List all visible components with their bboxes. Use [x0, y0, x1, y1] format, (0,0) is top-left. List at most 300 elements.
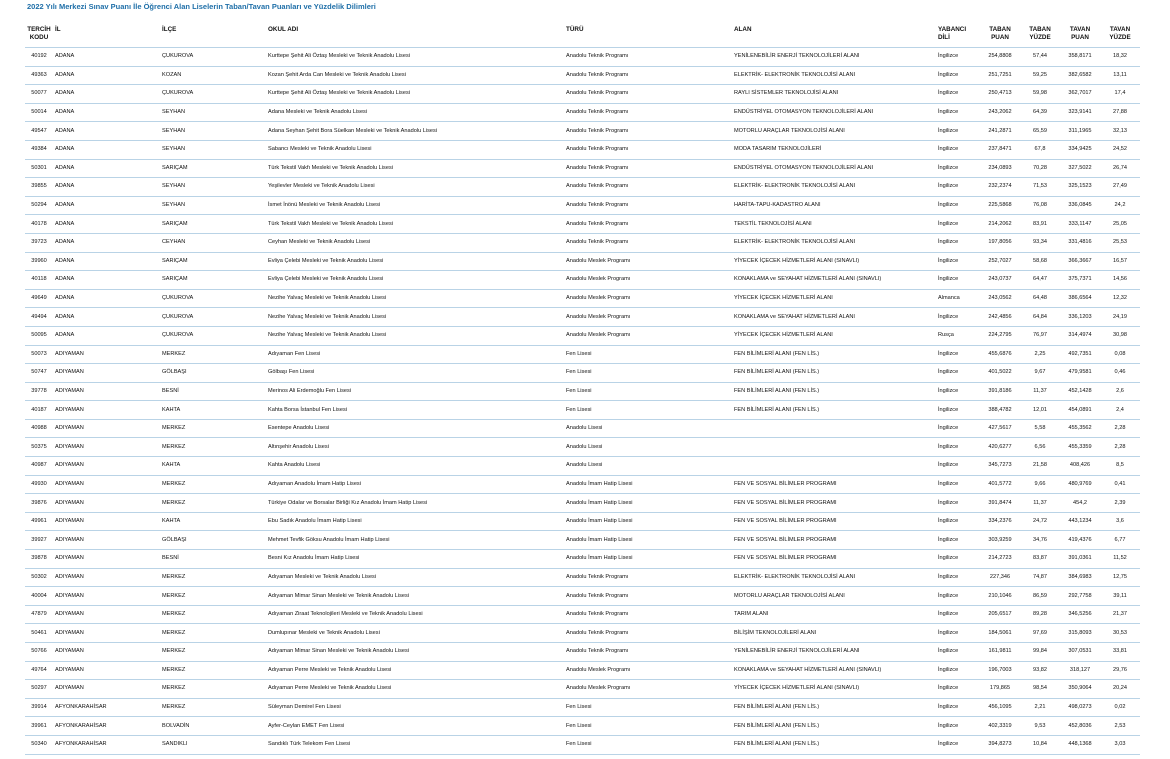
cell-tur: Anadolu Meslek Programı — [564, 661, 732, 680]
cell-taban-yuzde: 6,56 — [1020, 438, 1060, 457]
cell-dil: İngilizce — [936, 308, 980, 327]
cell-ilce: SEYHAN — [160, 178, 266, 197]
cell-taban-puan: 394,8273 — [980, 735, 1020, 754]
cell-il: ADIYAMAN — [53, 643, 160, 662]
cell-tavan-puan: 362,7017 — [1060, 85, 1100, 104]
cell-taban-puan: 214,2062 — [980, 215, 1020, 234]
cell-taban-puan: 214,2723 — [980, 550, 1020, 569]
cell-ilce: MERKEZ — [160, 661, 266, 680]
cell-tavan-yuzde: 0,41 — [1100, 475, 1140, 494]
cell-alan: YİYECEK İÇECEK HİZMETLERİ ALANI — [732, 289, 936, 308]
cell-dil: İngilizce — [936, 252, 980, 271]
cell-okul: Türk Tekstil Vakfı Mesleki ve Teknik Anadolu Lisesi — [266, 215, 564, 234]
cell-alan: FEN BİLİMLERİ ALANI (FEN LİS.) — [732, 345, 936, 364]
table-row — [25, 215, 1140, 234]
cell-taban-puan: 402,3319 — [980, 717, 1020, 736]
cell-tavan-puan: 455,3562 — [1060, 419, 1100, 438]
cell-ilce: SEYHAN — [160, 103, 266, 122]
cell-ilce: GÖLBAŞI — [160, 364, 266, 383]
cell-alan: FEN BİLİMLERİ ALANI (FEN LİS.) — [732, 735, 936, 754]
table-row — [25, 419, 1140, 438]
cell-taban-yuzde: 59,25 — [1020, 66, 1060, 85]
cell-taban-yuzde: 59,98 — [1020, 85, 1060, 104]
cell-tur: Anadolu İmam Hatip Lisesi — [564, 494, 732, 513]
cell-okul: Adıyaman Mimar Sinan Mesleki ve Teknik Anadolu Lisesi — [266, 643, 564, 662]
cell-alan: YİYECEK İÇECEK HİZMETLERİ ALANI (SINAVLI) — [732, 680, 936, 699]
cell-ilce: MERKEZ — [160, 438, 266, 457]
cell-ilce: MERKEZ — [160, 624, 266, 643]
cell-taban-puan: 241,2871 — [980, 122, 1020, 141]
cell-okul: Türkiye Odalar ve Borsalar Birliği Kız Anadolu İmam Hatip Lisesi — [266, 494, 564, 513]
cell-taban-puan: 388,4782 — [980, 401, 1020, 420]
cell-alan: BİLİŞİM TEKNOLOJİLERİ ALANI — [732, 624, 936, 643]
cell-kod: 50077 — [25, 85, 53, 104]
cell-il: ADANA — [53, 178, 160, 197]
cell-dil: İngilizce — [936, 531, 980, 550]
cell-okul: Evliya Çelebi Mesleki ve Teknik Anadolu Lisesi — [266, 252, 564, 271]
cell-taban-puan: 234,0893 — [980, 159, 1020, 178]
cell-tavan-yuzde: 24,2 — [1100, 196, 1140, 215]
cell-dil: İngilizce — [936, 364, 980, 383]
cell-taban-yuzde: 76,08 — [1020, 196, 1060, 215]
cell-ilce: SARIÇAM — [160, 252, 266, 271]
cell-okul: Altınşehir Anadolu Lisesi — [266, 438, 564, 457]
cell-il: ADANA — [53, 271, 160, 290]
cell-kod: 50747 — [25, 364, 53, 383]
table-row — [25, 85, 1140, 104]
cell-okul: Kurttepe Şehit Ali Öztaş Mesleki ve Teknik Anadolu Lisesi — [266, 48, 564, 67]
cell-dil: İngilizce — [936, 643, 980, 662]
cell-taban-puan: 184,5061 — [980, 624, 1020, 643]
cell-okul: Evliya Çelebi Mesleki ve Teknik Anadolu Lisesi — [266, 271, 564, 290]
cell-okul: Esentepe Anadolu Lisesi — [266, 419, 564, 438]
cell-kod: 50461 — [25, 624, 53, 643]
cell-okul: Kahta Anadolu Lisesi — [266, 457, 564, 476]
cell-okul: Nezihe Yalvaç Mesleki ve Teknik Anadolu Lisesi — [266, 289, 564, 308]
cell-tur: Anadolu Lisesi — [564, 438, 732, 457]
cell-dil: İngilizce — [936, 122, 980, 141]
cell-kod: 39876 — [25, 494, 53, 513]
cell-tavan-yuzde: 13,11 — [1100, 66, 1140, 85]
cell-tavan-puan: 358,8171 — [1060, 48, 1100, 67]
cell-okul: Adıyaman Anadolu İmam Hatip Lisesi — [266, 475, 564, 494]
cell-il: ADANA — [53, 48, 160, 67]
table-row — [25, 122, 1140, 141]
table-row — [25, 233, 1140, 252]
cell-tavan-puan: 375,7371 — [1060, 271, 1100, 290]
cell-dil: İngilizce — [936, 512, 980, 531]
cell-il: ADIYAMAN — [53, 624, 160, 643]
cell-tur: Anadolu Meslek Programı — [564, 252, 732, 271]
cell-taban-puan: 179,865 — [980, 680, 1020, 699]
cell-kod: 39961 — [25, 717, 53, 736]
cell-taban-yuzde: 97,69 — [1020, 624, 1060, 643]
cell-tavan-puan: 333,1147 — [1060, 215, 1100, 234]
cell-ilce: BESNİ — [160, 550, 266, 569]
cell-taban-yuzde: 71,53 — [1020, 178, 1060, 197]
table-row — [25, 438, 1140, 457]
cell-tavan-yuzde: 20,24 — [1100, 680, 1140, 699]
cell-tavan-yuzde: 27,49 — [1100, 178, 1140, 197]
cell-dil: İngilizce — [936, 178, 980, 197]
cell-tavan-puan: 346,5256 — [1060, 605, 1100, 624]
table-row — [25, 605, 1140, 624]
cell-tur: Fen Lisesi — [564, 364, 732, 383]
cell-kod: 50340 — [25, 735, 53, 754]
cell-dil: İngilizce — [936, 48, 980, 67]
table-row — [25, 550, 1140, 569]
cell-kod: 39723 — [25, 233, 53, 252]
cell-tur: Anadolu Teknik Programı — [564, 196, 732, 215]
cell-il: ADANA — [53, 103, 160, 122]
cell-kod: 40187 — [25, 401, 53, 420]
col-header-taban-yuzde: TABAN YÜZDE — [1029, 26, 1051, 41]
cell-tur: Anadolu Lisesi — [564, 419, 732, 438]
cell-kod: 40178 — [25, 215, 53, 234]
cell-alan: FEN VE SOSYAL BİLİMLER PROGRAMI — [732, 494, 936, 513]
cell-dil: İngilizce — [936, 66, 980, 85]
cell-tavan-puan: 480,9769 — [1060, 475, 1100, 494]
cell-taban-yuzde: 21,58 — [1020, 457, 1060, 476]
cell-kod: 39927 — [25, 531, 53, 550]
cell-taban-puan: 196,7003 — [980, 661, 1020, 680]
cell-alan: MOTORLU ARAÇLAR TEKNOLOJİSİ ALANI — [732, 122, 936, 141]
cell-taban-yuzde: 34,76 — [1020, 531, 1060, 550]
cell-dil: İngilizce — [936, 680, 980, 699]
table-row — [25, 271, 1140, 290]
cell-tavan-yuzde: 27,88 — [1100, 103, 1140, 122]
table-row — [25, 401, 1140, 420]
table-row — [25, 308, 1140, 327]
cell-taban-yuzde: 9,67 — [1020, 364, 1060, 383]
cell-alan — [732, 419, 936, 438]
cell-taban-puan: 242,4856 — [980, 308, 1020, 327]
cell-tur: Anadolu İmam Hatip Lisesi — [564, 531, 732, 550]
cell-il: ADIYAMAN — [53, 605, 160, 624]
cell-okul: Gölbaşı Fen Lisesi — [266, 364, 564, 383]
cell-dil: İngilizce — [936, 233, 980, 252]
cell-tavan-yuzde: 32,13 — [1100, 122, 1140, 141]
cell-tur: Anadolu Meslek Programı — [564, 680, 732, 699]
cell-dil: İngilizce — [936, 401, 980, 420]
cell-okul: Adana Seyhan Şehit Bora Süelkan Mesleki ve Teknik Anadolu Lisesi — [266, 122, 564, 141]
cell-okul: Kozan Şehit Arda Can Mesleki ve Teknik Anadolu Lisesi — [266, 66, 564, 85]
cell-alan: TEKSTİL TEKNOLOJİSİ ALANI — [732, 215, 936, 234]
cell-taban-yuzde: 9,53 — [1020, 717, 1060, 736]
cell-okul: Ceyhan Mesleki ve Teknik Anadolu Lisesi — [266, 233, 564, 252]
cell-il: ADIYAMAN — [53, 587, 160, 606]
cell-tavan-puan: 382,6582 — [1060, 66, 1100, 85]
cell-okul: Sandıklı Türk Telekom Fen Lisesi — [266, 735, 564, 754]
table-row — [25, 475, 1140, 494]
cell-alan: YENİLENEBİLİR ENERJİ TEKNOLOJİLERİ ALANI — [732, 643, 936, 662]
cell-taban-puan: 227,346 — [980, 568, 1020, 587]
cell-tavan-yuzde: 33,81 — [1100, 643, 1140, 662]
cell-okul: Sabancı Mesleki ve Teknik Anadolu Lisesi — [266, 140, 564, 159]
cell-okul: Süleyman Demirel Fen Lisesi — [266, 698, 564, 717]
cell-kod: 47879 — [25, 605, 53, 624]
cell-ilce: SEYHAN — [160, 196, 266, 215]
cell-kod: 49363 — [25, 66, 53, 85]
cell-okul: Türk Tekstil Vakfı Mesleki ve Teknik Anadolu Lisesi — [266, 159, 564, 178]
cell-ilce: SANDIKLI — [160, 735, 266, 754]
table-row — [25, 698, 1140, 717]
table-row — [25, 326, 1140, 345]
col-header-alan: ALAN — [734, 26, 752, 33]
cell-kod: 39960 — [25, 252, 53, 271]
cell-tur: Fen Lisesi — [564, 698, 732, 717]
col-header-ilce: İLÇE — [162, 26, 177, 33]
cell-tavan-puan: 292,7758 — [1060, 587, 1100, 606]
cell-il: ADIYAMAN — [53, 494, 160, 513]
cell-alan: ELEKTRİK- ELEKTRONİK TEKNOLOJİSİ ALANI — [732, 233, 936, 252]
cell-tavan-puan: 350,9064 — [1060, 680, 1100, 699]
cell-tur: Fen Lisesi — [564, 345, 732, 364]
cell-il: ADANA — [53, 85, 160, 104]
cell-ilce: KAHTA — [160, 457, 266, 476]
cell-okul: Adıyaman Mesleki ve Teknik Anadolu Lisesi — [266, 568, 564, 587]
cell-tavan-puan: 452,8036 — [1060, 717, 1100, 736]
cell-kod: 49930 — [25, 475, 53, 494]
cell-kod: 39878 — [25, 550, 53, 569]
cell-tur: Anadolu İmam Hatip Lisesi — [564, 512, 732, 531]
cell-tavan-yuzde: 0,08 — [1100, 345, 1140, 364]
cell-dil: İngilizce — [936, 85, 980, 104]
cell-dil: İngilizce — [936, 382, 980, 401]
cell-il: ADANA — [53, 326, 160, 345]
cell-il: ADANA — [53, 308, 160, 327]
cell-okul: Besni Kız Anadolu İmam Hatip Lisesi — [266, 550, 564, 569]
cell-kod: 49384 — [25, 140, 53, 159]
cell-taban-yuzde: 9,66 — [1020, 475, 1060, 494]
cell-il: ADANA — [53, 66, 160, 85]
cell-taban-yuzde: 99,84 — [1020, 643, 1060, 662]
cell-okul: Kahta Borsa İstanbul Fen Lisesi — [266, 401, 564, 420]
cell-tavan-yuzde: 2,28 — [1100, 438, 1140, 457]
cell-okul: Adıyaman Perre Mesleki ve Teknik Anadolu Lisesi — [266, 680, 564, 699]
cell-tavan-puan: 318,127 — [1060, 661, 1100, 680]
cell-tavan-yuzde: 29,76 — [1100, 661, 1140, 680]
cell-taban-puan: 252,7027 — [980, 252, 1020, 271]
cell-tavan-puan: 307,0531 — [1060, 643, 1100, 662]
cell-tavan-yuzde: 25,53 — [1100, 233, 1140, 252]
cell-taban-yuzde: 98,54 — [1020, 680, 1060, 699]
table-row — [25, 364, 1140, 383]
cell-alan: FEN VE SOSYAL BİLİMLER PROGRAMI — [732, 531, 936, 550]
cell-ilce: ÇUKUROVA — [160, 85, 266, 104]
cell-kod: 39855 — [25, 178, 53, 197]
cell-il: ADIYAMAN — [53, 382, 160, 401]
cell-alan: YİYECEK İÇECEK HİZMETLERİ ALANI — [732, 326, 936, 345]
cell-dil: İngilizce — [936, 605, 980, 624]
cell-tavan-puan: 336,0845 — [1060, 196, 1100, 215]
cell-okul: Mehmet Tevfik Göksu Anadolu İmam Hatip Lisesi — [266, 531, 564, 550]
cell-ilce: SEYHAN — [160, 140, 266, 159]
cell-taban-yuzde: 86,59 — [1020, 587, 1060, 606]
cell-dil: Almanca — [936, 289, 980, 308]
cell-il: AFYONKARAHİSAR — [53, 698, 160, 717]
cell-taban-yuzde: 65,59 — [1020, 122, 1060, 141]
cell-tur: Anadolu Teknik Programı — [564, 159, 732, 178]
cell-dil: İngilizce — [936, 698, 980, 717]
table-row — [25, 159, 1140, 178]
cell-okul: Nezihe Yalvaç Mesleki ve Teknik Anadolu Lisesi — [266, 326, 564, 345]
table-row — [25, 494, 1140, 513]
cell-dil: İngilizce — [936, 661, 980, 680]
cell-dil: İngilizce — [936, 215, 980, 234]
cell-taban-puan: 205,6517 — [980, 605, 1020, 624]
cell-alan: KONAKLAMA ve SEYAHAT HİZMETLERİ ALANI — [732, 308, 936, 327]
cell-tavan-yuzde: 2,6 — [1100, 382, 1140, 401]
cell-tavan-puan: 498,0273 — [1060, 698, 1100, 717]
cell-tavan-yuzde: 0,46 — [1100, 364, 1140, 383]
cell-kod: 49961 — [25, 512, 53, 531]
cell-tur: Anadolu Teknik Programı — [564, 643, 732, 662]
cell-tur: Fen Lisesi — [564, 382, 732, 401]
cell-taban-yuzde: 64,39 — [1020, 103, 1060, 122]
cell-kod: 50073 — [25, 345, 53, 364]
cell-kod: 50014 — [25, 103, 53, 122]
cell-tavan-yuzde: 16,57 — [1100, 252, 1140, 271]
cell-alan: HARİTA-TAPU-KADASTRO ALANI — [732, 196, 936, 215]
cell-taban-yuzde: 64,47 — [1020, 271, 1060, 290]
cell-kod: 40988 — [25, 419, 53, 438]
cell-ilce: ÇUKUROVA — [160, 326, 266, 345]
cell-tur: Anadolu Teknik Programı — [564, 568, 732, 587]
cell-alan: FEN VE SOSYAL BİLİMLER PROGRAMI — [732, 512, 936, 531]
cell-taban-puan: 197,8056 — [980, 233, 1020, 252]
cell-tur: Fen Lisesi — [564, 717, 732, 736]
cell-ilce: MERKEZ — [160, 568, 266, 587]
cell-il: ADIYAMAN — [53, 457, 160, 476]
cell-okul: Adıyaman Ziraat Teknolojileri Mesleki ve Teknik Anadolu Lisesi — [266, 605, 564, 624]
cell-alan: FEN BİLİMLERİ ALANI (FEN LİS.) — [732, 698, 936, 717]
cell-dil: İngilizce — [936, 419, 980, 438]
table-row — [25, 680, 1140, 699]
cell-tavan-puan: 455,3359 — [1060, 438, 1100, 457]
cell-tavan-yuzde: 3,03 — [1100, 735, 1140, 754]
cell-taban-yuzde: 70,28 — [1020, 159, 1060, 178]
cell-taban-yuzde: 57,44 — [1020, 48, 1060, 67]
cell-dil: İngilizce — [936, 624, 980, 643]
cell-tavan-yuzde: 39,11 — [1100, 587, 1140, 606]
cell-taban-puan: 456,1095 — [980, 698, 1020, 717]
table-row — [25, 345, 1140, 364]
cell-taban-puan: 455,6876 — [980, 345, 1020, 364]
cell-alan — [732, 457, 936, 476]
cell-tavan-yuzde: 12,32 — [1100, 289, 1140, 308]
cell-alan: KONAKLAMA ve SEYAHAT HİZMETLERİ ALANI (SINAVLI) — [732, 661, 936, 680]
cell-il: ADANA — [53, 159, 160, 178]
table-row — [25, 457, 1140, 476]
page-title: 2022 Yılı Merkezi Sınav Puanı İle Öğrenci Alan Liselerin Taban/Tavan Puanları ve Yüzdelik Dilimleri — [27, 2, 376, 11]
cell-dil: İngilizce — [936, 271, 980, 290]
cell-taban-yuzde: 12,01 — [1020, 401, 1060, 420]
cell-il: ADANA — [53, 122, 160, 141]
cell-tur: Anadolu Teknik Programı — [564, 215, 732, 234]
cell-taban-puan: 237,8471 — [980, 140, 1020, 159]
table-row — [25, 717, 1140, 736]
cell-kod: 49649 — [25, 289, 53, 308]
cell-okul: Nezihe Yalvaç Mesleki ve Teknik Anadolu Lisesi — [266, 308, 564, 327]
cell-taban-yuzde: 93,34 — [1020, 233, 1060, 252]
cell-alan: ENDÜSTRİYEL OTOMASYON TEKNOLOJİLERİ ALANI — [732, 159, 936, 178]
cell-kod: 50375 — [25, 438, 53, 457]
cell-dil: İngilizce — [936, 587, 980, 606]
cell-tavan-yuzde: 0,02 — [1100, 698, 1140, 717]
table-row — [25, 66, 1140, 85]
cell-kod: 50766 — [25, 643, 53, 662]
cell-dil: İngilizce — [936, 717, 980, 736]
cell-ilce: MERKEZ — [160, 345, 266, 364]
cell-taban-puan: 401,5022 — [980, 364, 1020, 383]
cell-tavan-puan: 443,1234 — [1060, 512, 1100, 531]
table-row — [25, 252, 1140, 271]
cell-ilce: SARIÇAM — [160, 271, 266, 290]
cell-tur: Anadolu İmam Hatip Lisesi — [564, 550, 732, 569]
cell-taban-puan: 420,6277 — [980, 438, 1020, 457]
cell-tur: Anadolu Teknik Programı — [564, 122, 732, 141]
cell-dil: İngilizce — [936, 196, 980, 215]
cell-il: ADIYAMAN — [53, 419, 160, 438]
cell-alan: ELEKTRİK- ELEKTRONİK TEKNOLOJİSİ ALANI — [732, 66, 936, 85]
col-header-tur: TÜRÜ — [566, 26, 584, 33]
cell-il: ADANA — [53, 140, 160, 159]
cell-tur: Anadolu Lisesi — [564, 457, 732, 476]
cell-ilce: KAHTA — [160, 401, 266, 420]
cell-il: ADANA — [53, 233, 160, 252]
cell-okul: İsmet İnönü Mesleki ve Teknik Anadolu Lisesi — [266, 196, 564, 215]
cell-alan: FEN BİLİMLERİ ALANI (FEN LİS.) — [732, 382, 936, 401]
cell-ilce: BESNİ — [160, 382, 266, 401]
cell-kod: 39914 — [25, 698, 53, 717]
cell-il: ADANA — [53, 215, 160, 234]
table-row — [25, 624, 1140, 643]
cell-tavan-puan: 314,4974 — [1060, 326, 1100, 345]
cell-il: AFYONKARAHİSAR — [53, 735, 160, 754]
cell-tur: Anadolu Teknik Programı — [564, 103, 732, 122]
cell-il: ADIYAMAN — [53, 475, 160, 494]
cell-alan: FEN VE SOSYAL BİLİMLER PROGRAMI — [732, 475, 936, 494]
cell-taban-puan: 254,8808 — [980, 48, 1020, 67]
table-row — [25, 289, 1140, 308]
cell-dil: İngilizce — [936, 457, 980, 476]
cell-tavan-puan: 448,1368 — [1060, 735, 1100, 754]
cell-il: ADIYAMAN — [53, 364, 160, 383]
cell-taban-puan: 243,0562 — [980, 289, 1020, 308]
cell-okul: Kurttepe Şehit Ali Öztaş Mesleki ve Teknik Anadolu Lisesi — [266, 85, 564, 104]
cell-alan: TARIM ALANI — [732, 605, 936, 624]
cell-okul: Ayfer-Ceylan EMET Fen Lisesi — [266, 717, 564, 736]
cell-il: ADIYAMAN — [53, 550, 160, 569]
cell-ilce: ÇUKUROVA — [160, 48, 266, 67]
cell-kod: 40004 — [25, 587, 53, 606]
cell-taban-puan: 391,8474 — [980, 494, 1020, 513]
cell-tavan-puan: 315,8093 — [1060, 624, 1100, 643]
cell-tavan-yuzde: 17,4 — [1100, 85, 1140, 104]
table-row — [25, 661, 1140, 680]
col-header-taban-puan: TABAN PUAN — [989, 26, 1011, 41]
col-header-tavan-puan: TAVAN PUAN — [1069, 26, 1091, 41]
col-header-kod: TERCİH KODU — [27, 26, 51, 41]
scores-table — [25, 26, 1140, 755]
cell-taban-yuzde: 11,37 — [1020, 382, 1060, 401]
cell-taban-puan: 210,1046 — [980, 587, 1020, 606]
table-header-row — [25, 26, 1140, 48]
cell-taban-yuzde: 2,25 — [1020, 345, 1060, 364]
cell-taban-yuzde: 74,87 — [1020, 568, 1060, 587]
cell-alan: YİYECEK İÇECEK HİZMETLERİ ALANI (SINAVLI) — [732, 252, 936, 271]
